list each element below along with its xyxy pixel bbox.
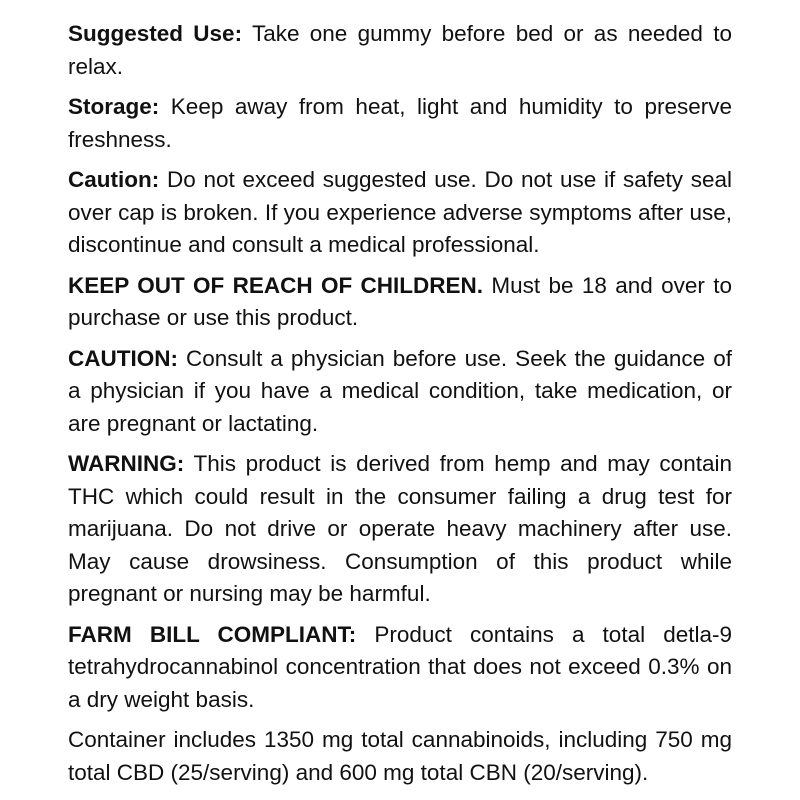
farm-bill-heading: FARM BILL COMPLIANT:	[68, 621, 357, 647]
cannabinoid-content-text: Container includes 1350 mg total cannabinoids, including 750 mg total CBD (25/serving) and 600 mg total CBN (20/serving).	[68, 727, 732, 785]
suggested-use-text: Take one gummy before bed or as needed to relax.	[68, 21, 732, 79]
children-warning-heading: KEEP OUT OF REACH OF CHILDREN.	[68, 272, 484, 298]
physician-caution-text: Consult a physician before use. Seek the guidance of a physician if you have a medical condition, take medication, or are pregnant or lactating.	[68, 345, 732, 436]
cannabinoid-content-paragraph	[68, 724, 732, 789]
caution-heading: Caution:	[68, 167, 160, 192]
caution-text: Do not exceed suggested use. Do not use if safety seal over cap is broken. If you experience adverse symptoms after use, discontinue and consult a medical professional.	[68, 167, 732, 257]
physician-caution-paragraph	[68, 343, 732, 441]
warning-paragraph	[68, 448, 732, 611]
children-warning-paragraph	[68, 270, 732, 335]
warning-text: This product is derived from hemp and may contain THC which could result in the consumer failing a drug test for marijuana. Do not drive or operate heavy machinery after use. May cause drowsiness. Consumption of this product while pregnant or nursing may be harmful.	[68, 451, 732, 606]
children-warning-text: Must be 18 and over to purchase or use this product.	[68, 272, 732, 330]
physician-caution-heading: CAUTION:	[68, 345, 178, 371]
storage-text: Keep away from heat, light and humidity to preserve freshness.	[68, 94, 732, 152]
suggested-use-heading: Suggested Use:	[68, 21, 243, 46]
warning-heading: WARNING:	[68, 451, 185, 476]
caution-paragraph	[68, 164, 732, 262]
storage-paragraph	[68, 91, 732, 156]
farm-bill-text: Product contains a total detla-9 tetrahydrocannabinol concentration that does not exceed 0.3% on a dry weight basis.	[68, 621, 732, 712]
storage-heading: Storage:	[68, 94, 160, 119]
farm-bill-paragraph	[68, 619, 732, 717]
product-label-text	[68, 18, 732, 797]
suggested-use-paragraph	[68, 18, 732, 83]
